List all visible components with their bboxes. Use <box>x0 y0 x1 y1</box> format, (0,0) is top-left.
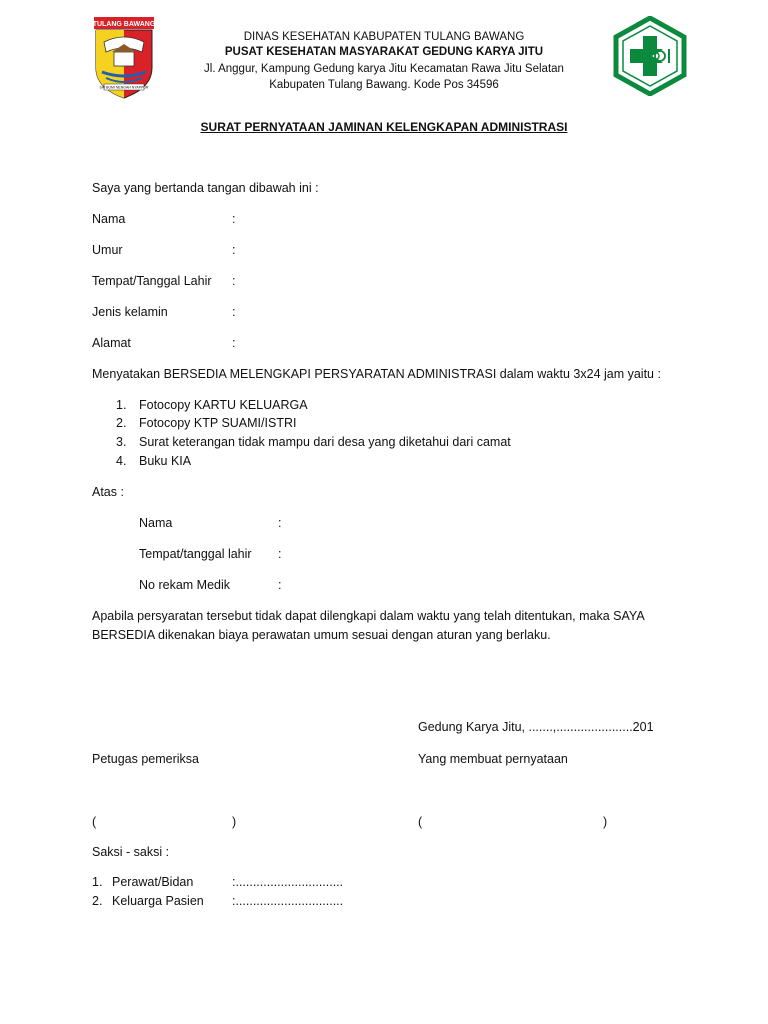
right-signer-label: Yang membuat pernyataan <box>418 752 568 766</box>
patient-label-birth: Tempat/tanggal lahir <box>139 547 252 561</box>
regency-emblem-logo <box>92 16 156 100</box>
list-number: 3. <box>116 435 127 449</box>
witness-title: Saksi - saksi : <box>92 845 170 859</box>
field-label-umur: Umur <box>92 243 123 257</box>
header-address: Jl. Anggur, Kampung Gedung karya Jitu Kecamatan Rawa Jitu Selatan <box>204 63 564 75</box>
field-colon: : <box>232 274 236 288</box>
field-colon: : <box>278 547 282 561</box>
right-signature-close: ) <box>603 815 608 829</box>
place-date: Gedung Karya Jitu, .......,......................201 <box>418 720 654 734</box>
left-signature-open: ( <box>92 815 97 829</box>
field-label-birth: Tempat/Tanggal Lahir <box>92 274 212 288</box>
witness-label-family: Keluarga Pasien <box>112 894 204 908</box>
field-colon: : <box>232 336 236 350</box>
list-number: 2. <box>92 894 103 908</box>
header-agency: DINAS KESEHATAN KABUPATEN TULANG BAWANG <box>243 31 525 43</box>
field-colon: : <box>232 243 236 257</box>
svg-text:SAI BUMI NENGAH NYAPPUR: SAI BUMI NENGAH NYAPPUR <box>99 85 149 90</box>
closing-line-1: Apabila persyaratan tersebut tidak dapat dilengkapi dalam waktu yang telah ditentukan, maka SAYA <box>92 609 645 623</box>
witness-signature-line: :............................... <box>232 894 344 908</box>
field-label-gender: Jenis kelamin <box>92 305 168 319</box>
list-number: 4. <box>116 454 127 468</box>
right-signature-open: ( <box>418 815 423 829</box>
list-number: 1. <box>116 398 127 412</box>
left-signature-close: ) <box>232 815 237 829</box>
list-number: 2. <box>116 416 127 430</box>
svg-text:TULANG BAWANG: TULANG BAWANG <box>92 21 156 28</box>
list-item: Fotocopy KARTU KELUARGA <box>139 398 308 412</box>
field-label-nama: Nama <box>92 212 126 226</box>
field-colon: : <box>278 516 282 530</box>
list-item: Buku KIA <box>139 454 192 468</box>
list-item: Fotocopy KTP SUAMI/ISTRI <box>139 416 297 430</box>
closing-line-2: BERSEDIA dikenakan biaya perawatan umum sesuai dengan aturan yang berlaku. <box>92 628 551 642</box>
header-clinic-name: PUSAT KESEHATAN MASYARAKAT GEDUNG KARYA JITU <box>224 46 544 58</box>
header-city-postcode: Kabupaten Tulang Bawang. Kode Pos 34596 <box>269 79 499 91</box>
puskesmas-logo <box>610 16 690 96</box>
statement-text: Menyatakan BERSEDIA MELENGKAPI PERSYARATAN ADMINISTRASI dalam waktu 3x24 jam yaitu : <box>92 367 661 381</box>
list-item: Surat keterangan tidak mampu dari desa yang diketahui dari camat <box>139 435 511 449</box>
field-colon: : <box>278 578 282 592</box>
field-colon: : <box>232 212 236 226</box>
patient-label-nama: Nama <box>139 516 173 530</box>
witness-signature-line: :............................... <box>232 875 344 889</box>
field-label-address: Alamat <box>92 336 131 350</box>
document-title: SURAT PERNYATAAN JAMINAN KELENGKAPAN ADMINISTRASI <box>200 120 568 134</box>
patient-label-medical-record: No rekam Medik <box>139 578 230 592</box>
left-signer-label: Petugas pemeriksa <box>92 752 200 766</box>
intro-text: Saya yang bertanda tangan dibawah ini : <box>92 181 319 195</box>
field-colon: : <box>232 305 236 319</box>
witness-label-nurse: Perawat/Bidan <box>112 875 194 889</box>
list-number: 1. <box>92 875 103 889</box>
atas-label: Atas : <box>92 485 124 499</box>
